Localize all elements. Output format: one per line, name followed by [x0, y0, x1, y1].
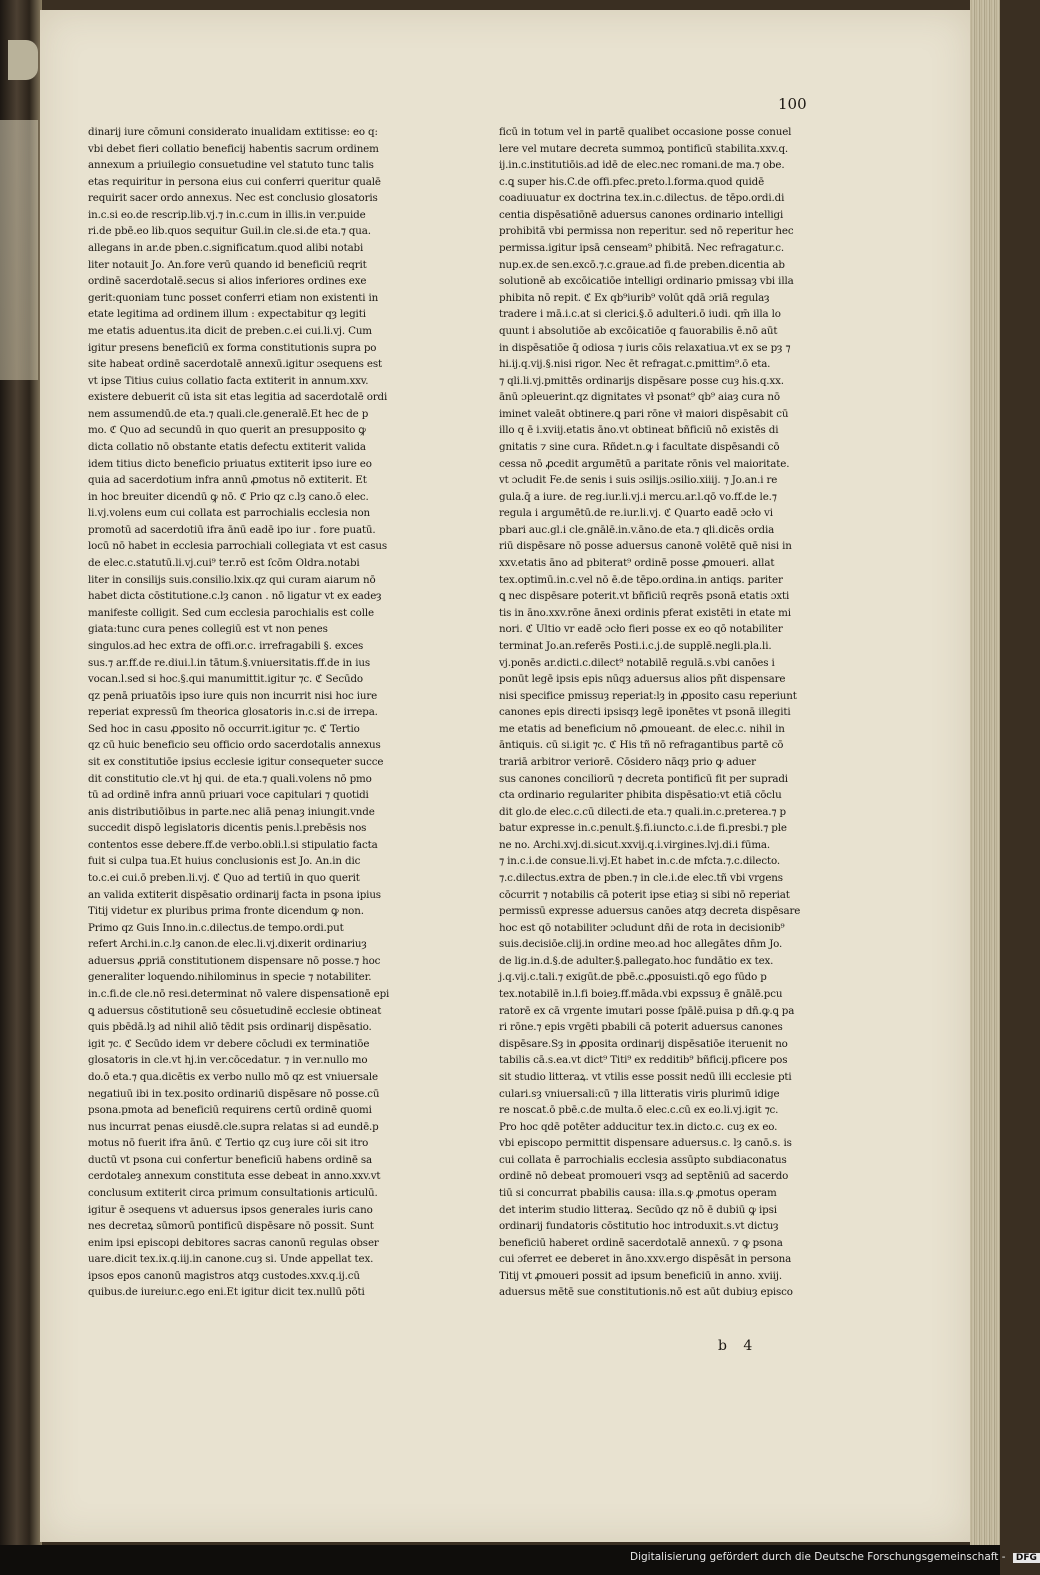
text-line: an valida extiterit dispēsatio ordinarij facta in psona ipius — [88, 888, 381, 901]
text-line: in.c.fi.de cle.nō resi.determinat nō valere dispensationē epi — [88, 988, 390, 1001]
text-line: āntiquis. cū si.igit ⁊c. ℭ His tñ nō refragantibus partē cō — [499, 739, 784, 752]
text-line: tis in āno.xxv.rōne ānexi ordinis pferat existēti in etate mi — [499, 606, 791, 619]
text-line: quibus.de iureiur.c.ego eni.Et igitur dicit tex.nullū pōti — [88, 1286, 365, 1299]
text-line: iminet valeāt obtinere.ꝗ pari rōne vł maiori dispēsabit cū — [499, 407, 789, 420]
text-line: regula i argumētū.de re.iur.li.vj. ℭ Quarto eadē ɔcło vi — [499, 507, 773, 520]
page-number: 100 — [778, 95, 807, 113]
text-line: dicta collatio nō obstante etatis defectu extiterit valida — [88, 440, 366, 453]
text-line: dit glo.de elec.c.cū dilecti.de eta.⁊ quali.in.c.preterea.⁊ p — [499, 805, 786, 818]
text-line: promotū ad sacerdotiū ifra ānū eadē ipo iur . fore puatū. — [88, 523, 376, 536]
text-line: canones epis directi ipsisqȝ legē iponētes vt psonā illegiti — [499, 706, 791, 719]
text-line: illo q ē i.xviij.etatis āno.vt obtineat bñficiū nō existēs di — [499, 424, 779, 437]
text-line: giata:tunc cura penes collegiū est vt non penes — [88, 623, 328, 636]
text-line: glosatoris in cle.vt hj.in ver.cōcedatur. ⁊ in ver.nullo mo — [88, 1054, 368, 1067]
text-line: mo. ℭ Quo ad secundū in quo querit an presupposito ꝙ — [88, 424, 366, 437]
text-line: tex.optimū.in.c.vel nō ē.de tēpo.ordina.in antiqs. pariter — [499, 573, 783, 586]
text-line: permissa.igitur ipsā censeam⁹ phibitā. Nec refragatur.c. — [499, 242, 785, 255]
text-line: xxv.etatis āno ad pbiterat⁹ ordinē posse ꝓmoueri. allat — [499, 557, 775, 570]
text-line: igitur ē ɔsequens vt aduersus ipsos generales iuris cano — [88, 1203, 373, 1216]
text-line: in hoc breuiter dicendū ꝙ nō. ℭ Prio qz c.lȝ cano.ō elec. — [88, 490, 369, 503]
text-line: batur expresse in.c.penult.§.fi.iuncto.c.i.de fi.presbi.⁊ ple — [499, 822, 787, 835]
text-line: cessa nō ꝓcedit argumētū a paritate rōnis vel maioritate. — [499, 457, 790, 470]
text-line: igit ⁊c. ℭ Secūdo idem vr debere cōcludi ex terminatiōe — [88, 1037, 370, 1050]
text-line: habet dicta cōstitutione.c.lȝ canon . nō ligatur vt ex eadeȝ — [88, 590, 382, 603]
text-line: sit studio litteraꝝ. vt vtilis esse possit nedū illi ecclesie pti — [499, 1070, 792, 1083]
text-line: generaliter loquendo.nihilominus in specie ⁊ notabiliter. — [88, 971, 372, 984]
text-line: ꝗ aduersus cōstitutionē seu cōsuetudinē ecclesie obtineat — [88, 1004, 382, 1017]
text-line: succedit dispō legislatoris dicentis penis.l.prebēsis nos — [88, 822, 367, 835]
text-line: trariā arbitror veriorē. Cōsidero nāqȝ prio ꝙ aduer — [499, 755, 756, 768]
text-line: me etatis ad beneficium nō ꝓmoueant. de elec.c. nihil in — [499, 722, 785, 735]
text-line: solutionē ab excōicatiōe intelligi ordinario pmissaȝ vbi illa — [499, 275, 794, 288]
text-line: qz cū huic beneficio seu officio ordo sacerdotalis annexus — [88, 739, 381, 752]
text-column-right — [499, 124, 845, 1301]
text-line: ānū ɔpleuerint.qz dignitates vł psonat⁹ qb⁹ aiaȝ cura nō — [499, 391, 780, 404]
text-line: Sed hoc in casu ꝓposito nō occurrit.igitur ⁊c. ℭ Tertio — [88, 722, 360, 735]
previous-page-strip — [0, 120, 38, 380]
text-line: ꝗ nec dispēsare poterit.vt bñficiū reqrēs psonā etatis ɔxti — [499, 590, 790, 603]
text-line: aduersus mētē sue constitutionis.nō est aūt dubiuȝ episco — [499, 1286, 793, 1299]
text-line: requirit sacer ordo annexus. Nec est conclusio glosatoris — [88, 192, 378, 205]
text-line: riū dispēsare nō posse aduersus canonē volētē quē nisi in — [499, 540, 792, 553]
digitization-credit — [630, 1551, 1040, 1563]
text-line: vocan.l.sed si hoc.§.qui manumittit.igitur ⁊c. ℭ Secūdo — [88, 673, 363, 686]
text-line: quunt i absolutiōe ab excōicatiōe q fauorabilis ē.nō aūt — [499, 324, 778, 337]
text-line: igitur presens beneficiū ex forma constitutionis supra po — [88, 341, 377, 354]
text-line: hoc est qō notabiliter ɔcludunt dñi de rota in decisionib⁹ — [499, 921, 785, 934]
text-line: nori. ℭ Ultio vr eadē ɔcło fieri posse ex eo qō notabiliter — [499, 623, 783, 636]
text-line: ipsos epos canonū magistros atqȝ custodes.xxv.q.ij.cū — [88, 1269, 360, 1282]
text-line: ordinē nō debeat promoueri vsqȝ ad septēniū ad sacerdo — [499, 1170, 789, 1183]
text-line: tū ad ordinē infra annū priuari voce capitulari ⁊ quotidi — [88, 789, 369, 802]
text-line: vbi debet fieri collatio beneficij habentis sacrum ordinem — [88, 142, 379, 155]
text-line: me etatis aduentus.ita dicit de preben.c.ei cui.li.vj. Cum — [88, 324, 372, 337]
text-line: pbari auc.gl.i cle.gnālē.in.v.āno.de eta.⁊ qli.dicēs ordia — [499, 523, 775, 536]
text-line: tex.notabilē in.l.fi boieȝ.ff.māda.vbi expssuȝ ē gnālē.pcu — [499, 988, 783, 1001]
text-line: sus canones conciliorū ⁊ decreta pontificū fit per supradi — [499, 772, 788, 785]
text-line: existere debuerit cū ista sit etas legitia ad sacerdotalē ordi — [88, 391, 388, 404]
text-line: cōcurrit ⁊ notabilis cā poterit ipse etiaȝ si sibi nō reperiat — [499, 888, 790, 901]
text-line: beneficiū haberet ordinē sacerdotalē annexū. ⁊ ꝙ psona — [499, 1236, 783, 1249]
text-line: hi.ij.q.vij.§.nisi rigor. Nec ēt refragat.c.pmittim⁹.ō eta. — [499, 358, 771, 371]
text-line: tiū si concurrat pbabilis causa: illa.s.ꝙ ꝓmotus operam — [499, 1187, 777, 1199]
text-line: vt ipse Titius cuius collatio facta extiterit in annum.xxv. — [88, 374, 369, 387]
text-line: permissū expresse aduersus canōes atqȝ decreta dispēsare — [499, 905, 801, 918]
page-fold — [8, 40, 38, 80]
text-line: cui ɔferret ee deberet in āno.xxv.ergo dispēsāt in persona — [499, 1253, 792, 1266]
text-line: Pro hoc qdē potēter adducitur tex.in dicto.c. cuȝ ex eo. — [499, 1120, 778, 1133]
text-line: sit ex constitutiōe ipsius ecclesie igitur consequeter succe — [88, 755, 384, 768]
text-line: nem assumendū.de eta.⁊ quali.cle.generalē.Et hec de p — [88, 407, 369, 420]
signature-mark: b 4 — [718, 1338, 759, 1354]
text-line: cerdotaleȝ annexum constituta esse debeat in anno.xxv.vt — [88, 1170, 381, 1183]
text-line: det interim studio litteraꝝ. Secūdo qz nō ē dubiū ꝙ ipsi — [499, 1203, 777, 1216]
text-line: dispēsare.Sȝ in ꝓposita ordinarij dispēsatiōe iteruenit no — [499, 1037, 788, 1050]
text-line: etate legitima ad ordinem illum : expectabitur qȝ legiti — [88, 308, 366, 321]
text-line: contentos esse debere.ff.de verbo.obli.l.si stipulatio facta — [88, 838, 378, 851]
text-line: ordinē sacerdotalē.secus si alios inferiores ordines exe — [88, 275, 367, 288]
text-line: etas requiritur in persona eius cui conferri queritur qualē — [88, 175, 381, 188]
text-line: centia dispēsatiōnē aduersus canones ordinario intelligi — [499, 208, 784, 221]
text-line: enim ipsi episcopi debitores sacras canonū regulas obser — [88, 1236, 379, 1249]
text-line: manifeste colligit. Sed cum ecclesia parochialis est colle — [88, 606, 374, 619]
text-line: phibita nō repit. ℭ Ex qb⁹iurib⁹ volūt qdā ɔriā regulaȝ — [499, 291, 770, 304]
text-line: ⁊ qli.li.vj.pmittēs ordinarijs dispēsare posse cuȝ his.q.xx. — [499, 374, 784, 387]
dfg-logo: DFG — [1013, 1553, 1040, 1563]
text-line: ri rōne.⁊ epis vrgēti pbabili cā poterit aduersus canones — [499, 1021, 783, 1034]
text-line: Titij vt ꝓmoueri possit ad ipsum beneficiū in anno. xviij. — [499, 1269, 782, 1282]
text-line: lere vel mutare decreta summoꝝ pontificū stabilita.xxv.q. — [499, 142, 789, 155]
text-line: aduersus ꝓpriā constitutionem dispensare nō posse.⁊ hoc — [88, 954, 381, 967]
text-line: to.c.ei cui.ō preben.li.vj. ℭ Quo ad tertiū in quo querit — [88, 872, 360, 885]
text-line: terminat Jo.an.referēs Posti.i.c.j.de supplē.negli.pla.li. — [499, 639, 772, 652]
text-line: liter in consilijs suis.consilio.lxix.qz qui curam aiarum nō — [88, 573, 376, 586]
text-line: vj.ponēs ar.dicti.c.dilect⁹ notabilē regulā.s.vbi canōes i — [499, 656, 775, 669]
text-line: suis.decisiōe.clij.in ordine meo.ad hoc allegātes dn̄m Jo. — [499, 938, 783, 951]
text-line: de elec.c.statutū.li.vj.cui⁹ ter.rō est ſcōm Oldra.notabi — [88, 557, 360, 570]
text-line: quia ad sacerdotium infra annū ꝓmotus nō extiterit. Et — [88, 474, 367, 487]
text-line: ne no. Archi.xvj.di.sicut.xxvij.q.i.virgines.lvj.di.i fūma. — [499, 838, 771, 851]
text-line: in.c.si eo.de rescrip.lib.vj.⁊ in.c.cum in illis.in ver.puide — [88, 208, 366, 221]
text-line: anis distributiōibus in parte.nec aliā penaȝ iniungit.vnde — [88, 805, 375, 818]
footer-text: Digitalisierung gefördert durch die Deutsche Forschungsgemeinschaft - — [630, 1551, 1006, 1563]
text-line: tabilis cā.s.ea.vt dict⁹ Titi⁹ ex redditib⁹ bñficij.pficere pos — [499, 1054, 788, 1067]
text-line: negatiuū ibi in tex.posito ordinariū dispēsare nō posse.cū — [88, 1087, 380, 1100]
text-line: ordinarij fundatoris cōstitutio hoc introduxit.s.vt dictuȝ — [499, 1220, 779, 1233]
text-line: Primo qz Guis Inno.in.c.dilectus.de tempo.ordi.put — [88, 921, 344, 934]
page-stack-edge — [970, 0, 1000, 1545]
text-line: culari.sȝ vniuersali:cū ⁊ illa litteratis viris plurimū idige — [499, 1087, 780, 1100]
text-line: quis pbēdā.lȝ ad nihil aliō tēdit psis ordinarij dispēsatio. — [88, 1021, 372, 1034]
text-line: idem titius dicto beneficio priuatus extiterit ipso iure eo — [88, 457, 372, 470]
text-line: annexum a priuilegio consuetudine vel statuto tunc talis — [88, 159, 374, 172]
text-line: motus nō fuerit ifra ānū. ℭ Tertio qz cuȝ iure cōi sit itro — [88, 1137, 369, 1150]
text-line: ductū vt psona cui confertur beneficiū habens ordinē sa — [88, 1153, 373, 1166]
text-line: psona.pmota ad beneficiū requirens certū ordinē quomi — [88, 1104, 372, 1117]
text-line: cta ordinario regulariter phibita dispēsatio:vt etiā cōclu — [499, 789, 782, 802]
text-line: fuit si culpa tua.Et huius conclusionis est Jo. An.in dic — [88, 855, 361, 868]
text-line: qz penā priuatōis ipso iure quis non incurrit nisi hoc iure — [88, 689, 378, 702]
text-line: ponūt legē ipsis epis nūqȝ aduersus alios pñt dispensare — [499, 673, 786, 686]
text-line: sus.⁊ ar.ff.de re.diui.l.in tātum.§.vniuersitatis.ff.de in ius — [88, 656, 371, 669]
book-spine-edge — [0, 0, 42, 1575]
text-line: do.ō eta.⁊ qua.dicētis ex verbo nullo mō qz est vniuersale — [88, 1070, 378, 1083]
text-column-left — [88, 124, 434, 1301]
text-line: ratorē ex cā vrgente imutari posse ſpālē.puisa p dñ.ꝙ.ꝗ pa — [499, 1004, 795, 1017]
text-line: ⁊.c.dilectus.extra de pben.⁊ in cle.i.de elec.tñ vbi vrgens — [499, 872, 783, 885]
text-line: singulos.ad hec extra de offi.or.c. irrefragabili §. exces — [88, 639, 364, 652]
text-line: cui collata ē parrochialis ecclesia assūpto subdiaconatus — [499, 1153, 787, 1166]
text-line: locū nō habet in ecclesia parrochiali collegiata vt est casus — [88, 540, 387, 553]
text-line: ficū in totum vel in partē qualibet occasione posse conuel — [499, 126, 792, 138]
text-line: uare.dicit tex.ix.q.iij.in canone.cuȝ si. Unde appellat tex. — [88, 1253, 374, 1266]
text-line: dit constitutio cle.vt hj qui. de eta.⁊ quali.volens nō pmo — [88, 772, 372, 785]
text-line: nes decretaꝝ sūmorū pontificū dispēsare nō possit. Sunt — [88, 1220, 374, 1233]
text-line: ri.de pbē.eo lib.quos sequitur Guil.in cle.si.de eta.⁊ qua. — [88, 225, 371, 238]
text-line: li.vj.volens eum cui collata est parrochialis ecclesia non — [88, 507, 371, 520]
text-line: conclusum extiterit circa primum consultationis articulū. — [88, 1187, 378, 1199]
text-line: nup.ex.de sen.excō.⁊.c.graue.ad fi.de preben.dicentia ab — [499, 258, 785, 271]
text-line: refert Archi.in.c.lȝ canon.de elec.li.vj.dixerit ordinariuȝ — [88, 938, 367, 951]
text-line: ⁊ in.c.i.de consue.li.vj.Et habet in.c.de mfcta.⁊.c.dilecto. — [499, 855, 780, 868]
text-line: gerit:quoniam tunc posset conferri etiam non existenti in — [88, 291, 379, 304]
text-line: gnitatis ⁊ sine cura. Rñdet.n.ꝙ i facultate dispēsandi cō — [499, 440, 780, 453]
text-line: c.ꝗ super his.C.de offi.pfec.preto.l.forma.quod quidē — [499, 175, 765, 188]
text-line: coadiuuatur ex doctrina tex.in.c.dilectus. de tēpo.ordi.di — [499, 192, 785, 205]
text-line: j.q.vij.c.tali.⁊ exigūt.de pbē.c.ꝓposuisti.qō ego fūdo p — [499, 971, 767, 984]
text-line: nus incurrat penas eiusdē.cle.supra relatas si ad eundē.p — [88, 1120, 379, 1133]
text-line: allegans in ar.de pben.c.significatum.quod alibi notabi — [88, 242, 364, 255]
text-line: liter notauit Jo. An.fore verū quando id beneficiū reqrit — [88, 258, 367, 271]
text-line: re noscat.ō pbē.c.de multa.ō elec.c.cū ex eo.li.vj.igit ⁊c. — [499, 1104, 779, 1117]
text-line: dinarij iure cōmuni considerato inualidam extitisse: eo q: — [88, 126, 378, 138]
text-line: in dispēsatiōe q̄ odiosa ⁊ iuris cōis relaxatiua.vt ex se pȝ ⁊ — [499, 341, 791, 354]
text-line: tradere i mā.i.c.at si clerici.§.ō adulteri.ō iudi. qm̄ illa lo — [499, 308, 781, 321]
text-line: ij.in.c.institutiōis.ad idē de elec.nec romani.de ma.⁊ obe. — [499, 159, 785, 172]
text-line: de lig.in.d.§.de adulter.§.pallegato.hoc fundātio ex tex. — [499, 954, 774, 967]
text-line: vbi episcopo permittit dispensare aduersus.c. lȝ canō.s. is — [499, 1137, 792, 1150]
text-line: reperiat expressū ſm theorica glosatoris in.c.si de irrepa. — [88, 706, 378, 719]
text-line: nisi specifice pmissuȝ reperiat:lȝ in ꝓposito casu reperiunt — [499, 689, 797, 702]
text-line: Titij videtur ex pluribus prima fronte dicendum ꝙ non. — [88, 905, 364, 918]
text-line: gula.q̄ a iure. de reg.iur.li.vj.i mercu.ar.l.qō vo.ff.de le.⁊ — [499, 490, 777, 503]
text-line: prohibitā vbi permissa non reperitur. sed nō reperitur hec — [499, 225, 794, 238]
text-line: site habeat ordinē sacerdotalē annexū.igitur ɔsequens est — [88, 358, 382, 371]
text-line: vt ɔcludit Fe.de senis i suis ɔsilijs.ɔsilio.xiiij. ⁊ Jo.an.i re — [499, 474, 778, 487]
